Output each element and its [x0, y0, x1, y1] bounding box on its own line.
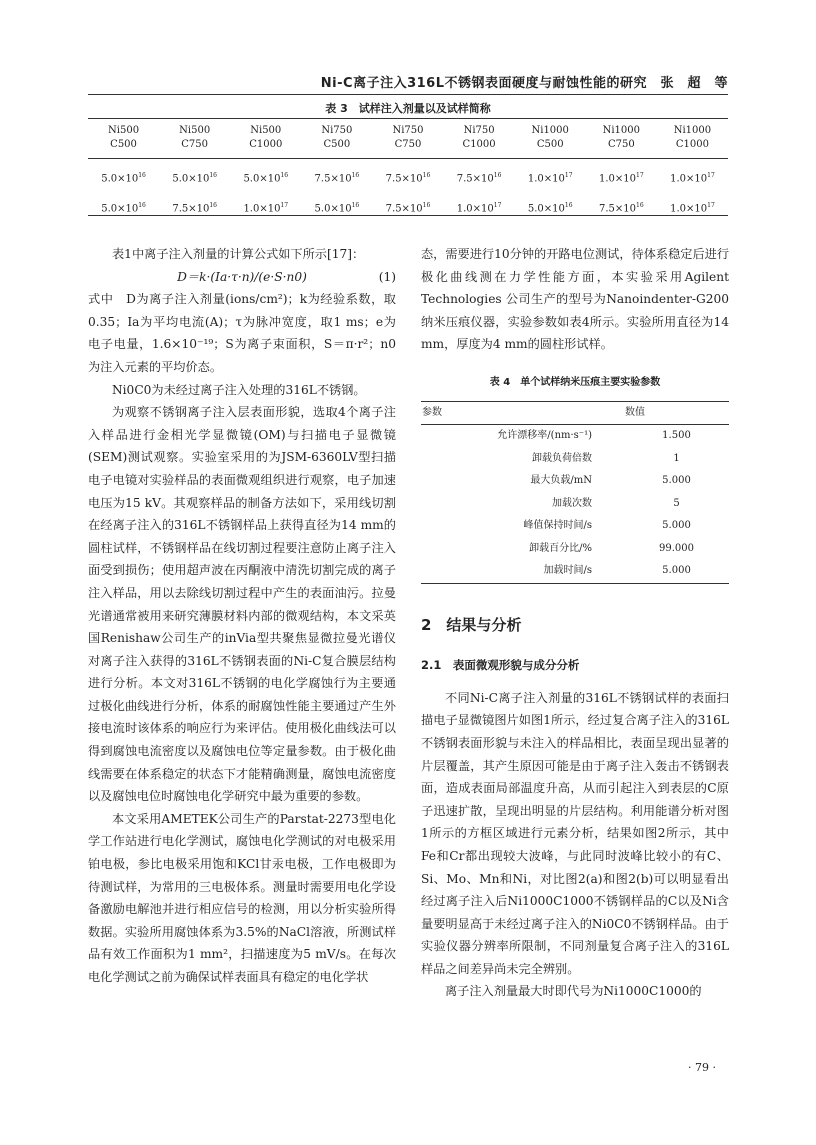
column-label-c: C1000 — [675, 139, 709, 150]
table-row — [421, 470, 729, 493]
value-cell: 5.000 — [624, 560, 729, 583]
dose-mantissa: 7.5×10 — [314, 173, 352, 185]
table3-header-row — [88, 122, 728, 159]
dose-mantissa: 7.5×10 — [385, 173, 423, 185]
dose-mantissa: 1.0×10 — [243, 203, 281, 215]
column-label-ni: Ni750 — [321, 125, 353, 136]
dose-exponent: 17 — [707, 171, 715, 179]
table-row — [88, 193, 728, 223]
table3-column-header — [372, 122, 443, 159]
dose-cell — [230, 159, 301, 194]
param-cell: 卸载百分比/% — [529, 542, 592, 554]
value-cell: 5.000 — [662, 475, 691, 487]
table3-column-header — [444, 122, 515, 159]
column-label-c: C750 — [607, 139, 635, 150]
dose-mantissa: 7.5×10 — [172, 203, 210, 215]
paragraph: 为观察不锈钢离子注入层表面形貌，选取4个离子注入样品进行金相光学显微镜(OM)与扫描电子显微镜(SEM)测试观察。实验室采用的为JSM-6360LV型扫描电子电镜对实验样品的表面微观组织进行观察，电子加速电压为15 kV。其观察样品的制备方法如下，采用线切割在经离子注入的316L不锈钢样品上获得直径为14 mm的圆柱试样，不锈钢样品在线切割过程要注意防止离子注入面受到损伤；使用超声波在丙酮液中清洗切割完成的离子注入样品，用以去除线切割过程中产生的表面油污。拉曼光谱通常被用来研究薄膜材料内部的微观结构，本文采英国Renishaw公司生产的inVia型共聚焦显微拉曼光谱仪对离子注入获得的316L不锈钢表面的Ni-C复合膜层结构进行分析。本文对316L不锈钢的电化学腐蚀行为主要通过极化曲线进行分析，体系的耐腐蚀性能主要通过产生外接电流时该体系的响应行为来评估。使用极化曲线法可以得到腐蚀电流密度以及腐蚀电位等定量参数。由于极化曲线需要在体系稳定的状态下才能精确测量，腐蚀电流密度以及腐蚀电位时腐蚀电化学研究中最为重要的参数。 — [88, 405, 396, 804]
value-cell: 5.000 — [662, 520, 691, 532]
column-label-ni: Ni1000 — [602, 125, 641, 136]
paragraph: 表1中离子注入剂量的计算公式如下所示[17]： — [112, 247, 365, 261]
dose-cell — [88, 193, 159, 223]
table-row — [88, 159, 728, 194]
dose-mantissa: 1.0×10 — [527, 173, 565, 185]
column-label-ni: Ni500 — [250, 125, 282, 136]
dose-cell — [372, 159, 443, 194]
dose-cell — [159, 159, 230, 194]
table3-top-rule — [88, 118, 728, 119]
table3-column-header — [230, 122, 301, 159]
table3-column-header — [586, 122, 657, 159]
left-column — [88, 243, 396, 989]
dose-exponent: 16 — [209, 201, 217, 209]
dose-exponent: 17 — [280, 201, 289, 209]
param-cell: 峰值保持时间/s — [523, 520, 592, 532]
value-cell: 5 — [673, 497, 680, 509]
dose-cell — [301, 193, 372, 223]
running-header: Ni-C离子注入316L不锈钢表面硬度与耐蚀性能的研究 张 超 等 — [320, 76, 728, 91]
table-row — [421, 538, 729, 561]
dose-cell — [88, 159, 159, 194]
dose-mantissa: 5.0×10 — [243, 173, 281, 185]
dose-cell — [372, 193, 443, 223]
paragraph: 不同Ni-C离子注入剂量的316L不锈钢试样的表面扫描电子显微镜图片如图1所示，经过复合离子注入的316L不锈钢表面形貌与未注入的样品相比，表面呈现出显著的片层覆盖，其产生原因可能是由于离子注入轰击不锈钢表面，造成表面局部温度升高，从而引起注入到表层的C原子迅速扩散，呈现出明显的片层结构。利用能谱分析对图1所示的方框区域进行元素分析，结果如图2所示，其中Fe和Cr都出现较大波峰，与此同时波峰比较小的有C、Si、Mo、Mn和Ni，对比图2(a)和图2(b)可以明显看出经过离子注入后Ni1000C1000不锈钢样品的C以及Ni含量要明显高于未经过离子注入的Ni0C0不锈钢样品。由于实验仪器分辨率所限制，不同剂量复合离子注入的316L样品之间差异尚未完全辨别。 — [421, 690, 729, 976]
column-label-c: C750 — [181, 139, 209, 150]
table3-column-header — [657, 122, 728, 159]
paragraph: Ni0C0为未经过离子注入处理的316L不锈钢。 — [112, 382, 366, 397]
value-cell: 1.500 — [662, 430, 691, 442]
param-cell: 加载次数 — [552, 497, 592, 509]
equation-body: D＝k·(Ia·τ·n)/(e·S·n0) — [177, 269, 307, 284]
dose-mantissa: 5.0×10 — [101, 203, 139, 215]
table3-column-header — [159, 122, 230, 159]
subsection-heading: 2.1 表面微观形貌与成分分析 — [421, 658, 580, 673]
column-label-c: C1000 — [462, 139, 496, 150]
dose-mantissa: 7.5×10 — [598, 203, 636, 215]
page-number: · 79 · — [688, 1061, 716, 1074]
dose-exponent: 17 — [636, 171, 644, 179]
column-label-ni: Ni750 — [463, 125, 495, 136]
dose-exponent: 16 — [351, 171, 360, 179]
column-label-ni: Ni1000 — [673, 125, 712, 136]
column-label-c: C750 — [394, 139, 422, 150]
paragraph: 态，需要进行10分钟的开路电位测试，待体系稳定后进行极化曲线测在力学性能方面，本实验采用Agilent Technologies 公司生产的型号为Nanoindenter-G200纳米压痕仪器，实验参数如表4所示。实验所用直径为14 mm，厚度为4 mm的圆柱形试样。 — [421, 247, 730, 352]
table3-column-header — [515, 122, 586, 159]
dose-cell — [301, 159, 372, 194]
dose-exponent: 16 — [351, 201, 360, 209]
right-column — [421, 243, 729, 1003]
table4 — [421, 401, 729, 584]
dose-mantissa: 7.5×10 — [456, 173, 494, 185]
dose-cell — [515, 159, 586, 194]
table-row — [421, 493, 729, 516]
table3-column-header — [88, 122, 159, 159]
dose-exponent: 16 — [422, 171, 431, 179]
column-label-ni: Ni1000 — [531, 125, 569, 136]
dose-exponent: 16 — [422, 201, 431, 209]
table-row — [421, 448, 729, 471]
paragraph: 离子注入剂量最大时即代号为Ni1000C1000的 — [445, 984, 702, 999]
table-row — [421, 560, 729, 583]
value-cell: 99.000 — [659, 542, 694, 554]
dose-exponent: 17 — [707, 201, 715, 209]
column-label-c: C500 — [110, 139, 137, 150]
column-label-c: C500 — [323, 139, 351, 150]
dose-cell — [586, 159, 657, 194]
table4-header-param: 参数 — [421, 401, 624, 425]
dose-mantissa: 7.5×10 — [385, 203, 423, 215]
param-cell: 最大负载/mN — [530, 475, 592, 487]
dose-cell — [586, 193, 657, 223]
header-rule — [88, 94, 728, 95]
dose-exponent: 16 — [138, 171, 146, 179]
value-cell: 1 — [673, 452, 680, 464]
table3-bottom-rule — [88, 215, 728, 216]
dose-exponent: 16 — [138, 201, 146, 209]
dose-mantissa: 5.0×10 — [101, 173, 139, 185]
column-label-c: C1000 — [249, 139, 283, 150]
dose-exponent: 16 — [280, 171, 289, 179]
dose-exponent: 16 — [636, 201, 644, 209]
table-row — [421, 515, 729, 538]
dose-exponent: 17 — [564, 171, 573, 179]
column-label-ni: Ni500 — [179, 125, 211, 136]
dose-cell — [515, 193, 586, 223]
equation — [88, 266, 396, 289]
dose-exponent: 16 — [564, 201, 573, 209]
param-cell: 允许漂移率/(nm·s⁻¹) — [497, 430, 592, 442]
dose-cell — [159, 193, 230, 223]
param-cell: 卸载负荷倍数 — [532, 452, 592, 464]
dose-mantissa: 1.0×10 — [670, 203, 708, 215]
paragraph: 本文采用AMETEK公司生产的Parstat-2273型电化学工作站进行电化学测试，腐蚀电化学测试的对电极采用铂电极，参比电极采用饱和KCl甘汞电极，工作电极即为待测试样，为常用的三电极体系。测量时需要用电化学设备激励电解池并进行相应信号的检测，用以分析实验所得数据。实验所用腐蚀体系为3.5%的NaCl溶液，所测试样品有效工作面积为1 mm²，扫描速度为5 mV/s。在每次电化学测试之前为确保试样表面具有稳定的电化学状 — [88, 811, 396, 984]
dose-mantissa: 1.0×10 — [598, 173, 636, 185]
table3 — [88, 122, 728, 223]
dose-cell — [657, 159, 728, 194]
equation-number: (1) — [378, 269, 396, 284]
dose-cell — [444, 193, 515, 223]
column-label-ni: Ni750 — [392, 125, 424, 136]
table3-title: 表 3 试样注入剂量以及试样简称 — [325, 102, 491, 115]
table4-title: 表 4 单个试样纳米压痕主要实验参数 — [489, 376, 661, 388]
paragraph: 式中 D为离子注入剂量(ions/cm²)；k为经验系数，取0.35；Ia为平均电流(A)；τ为脉冲宽度，取1 ms；e为电子电量，1.6×10⁻¹⁹；S为离子束面积，S＝π·r²；n0为注入元素的平均价态。 — [88, 292, 396, 374]
column-label-ni: Ni500 — [108, 125, 140, 136]
dose-cell — [444, 159, 515, 194]
dose-cell — [230, 193, 301, 223]
table3-column-header — [301, 122, 372, 159]
table4-header-value: 数值 — [624, 401, 729, 425]
column-label-c: C500 — [536, 139, 564, 150]
dose-mantissa: 5.0×10 — [314, 203, 352, 215]
dose-exponent: 16 — [209, 171, 217, 179]
table-row — [421, 425, 729, 448]
dose-cell — [657, 193, 728, 223]
dose-mantissa: 5.0×10 — [172, 173, 210, 185]
param-cell: 加载时间/s — [421, 560, 624, 583]
dose-exponent: 16 — [493, 171, 502, 179]
dose-mantissa: 1.0×10 — [670, 173, 708, 185]
section-heading: 2 结果与分析 — [421, 615, 522, 634]
dose-exponent: 17 — [493, 201, 502, 209]
dose-mantissa: 1.0×10 — [456, 203, 494, 215]
dose-mantissa: 5.0×10 — [527, 203, 565, 215]
